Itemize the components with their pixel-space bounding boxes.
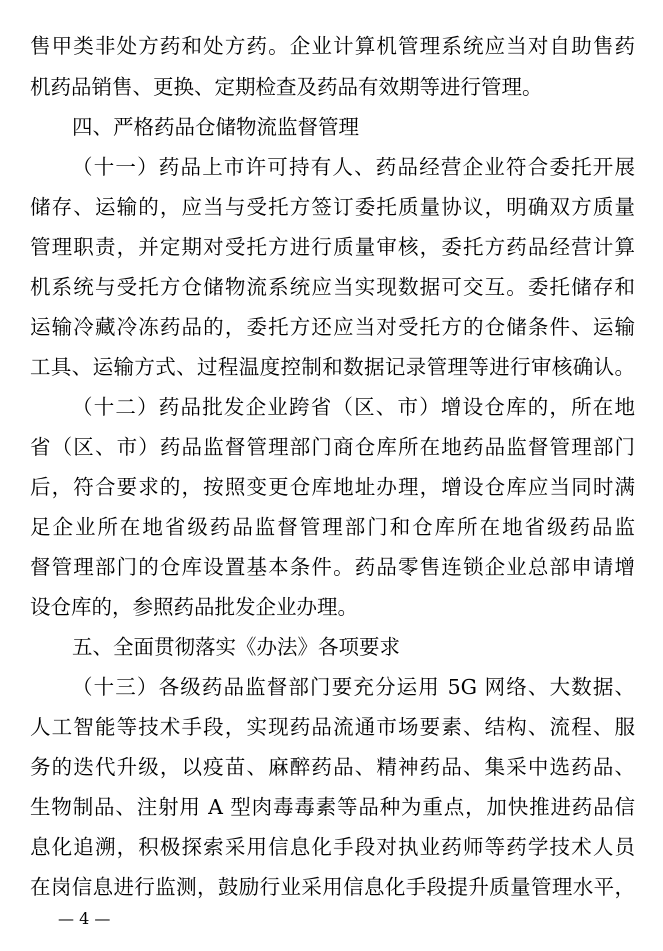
text-line-6: 管理职责，并定期对受托方进行质量审核，委托方药品经营计算	[30, 235, 635, 259]
text-line-12: 后，符合要求的，按照变更仓库地址办理，增设仓库应当同时满	[30, 475, 635, 499]
text-line-8: 运输冷藏冷冻药品的，委托方还应当对受托方的仓储条件、运输	[30, 315, 635, 339]
text-line-11: 省（区、市）药品监督管理部门商仓库所在地药品监督管理部门	[30, 435, 635, 459]
page-number: — 4 —	[58, 909, 111, 928]
text-line-13: 足企业所在地省级药品监督管理部门和仓库所在地省级药品监	[30, 515, 635, 539]
text-line-14: 督管理部门的仓库设置基本条件。药品零售连锁企业总部申请增	[30, 555, 635, 579]
text-line-2: 机药品销售、更换、定期检查及药品有效期等进行管理。	[30, 75, 543, 99]
text-line-7: 机系统与受托方仓储物流系统应当实现数据可交互。委托储存和	[30, 275, 635, 299]
text-line-9: 工具、运输方式、过程温度控制和数据记录管理等进行审核确认。	[30, 355, 635, 379]
section-heading-4: 四、严格药品仓储物流监督管理	[72, 115, 359, 139]
text-line-19: 务的迭代升级，以疫苗、麻醉药品、精神药品、集采中选药品、	[30, 755, 635, 779]
text-line-20: 生物制品、注射用 A 型肉毒毒素等品种为重点，加快推进药品信	[30, 795, 635, 819]
text-line-10: （十二）药品批发企业跨省（区、市）增设仓库的，所在地	[72, 395, 635, 419]
section-heading-5: 五、全面贯彻落实《办法》各项要求	[72, 635, 400, 659]
text-line-5: 储存、运输的，应当与受托方签订委托质量协议，明确双方质量	[30, 195, 635, 219]
text-line-1: 售甲类非处方药和处方药。企业计算机管理系统应当对自助售药	[30, 34, 635, 58]
text-line-21: 息化追溯，积极探索采用信息化手段对执业药师等药学技术人员	[30, 835, 635, 859]
text-line-22: 在岗信息进行监测，鼓励行业采用信息化手段提升质量管理水平，	[30, 875, 635, 899]
text-line-18: 人工智能等技术手段，实现药品流通市场要素、结构、流程、服	[30, 715, 635, 739]
text-line-4: （十一）药品上市许可持有人、药品经营企业符合委托开展	[72, 155, 635, 179]
text-line-17: （十三）各级药品监督部门要充分运用 5G 网络、大数据、	[72, 675, 635, 699]
text-line-15: 设仓库的，参照药品批发企业办理。	[30, 595, 358, 619]
